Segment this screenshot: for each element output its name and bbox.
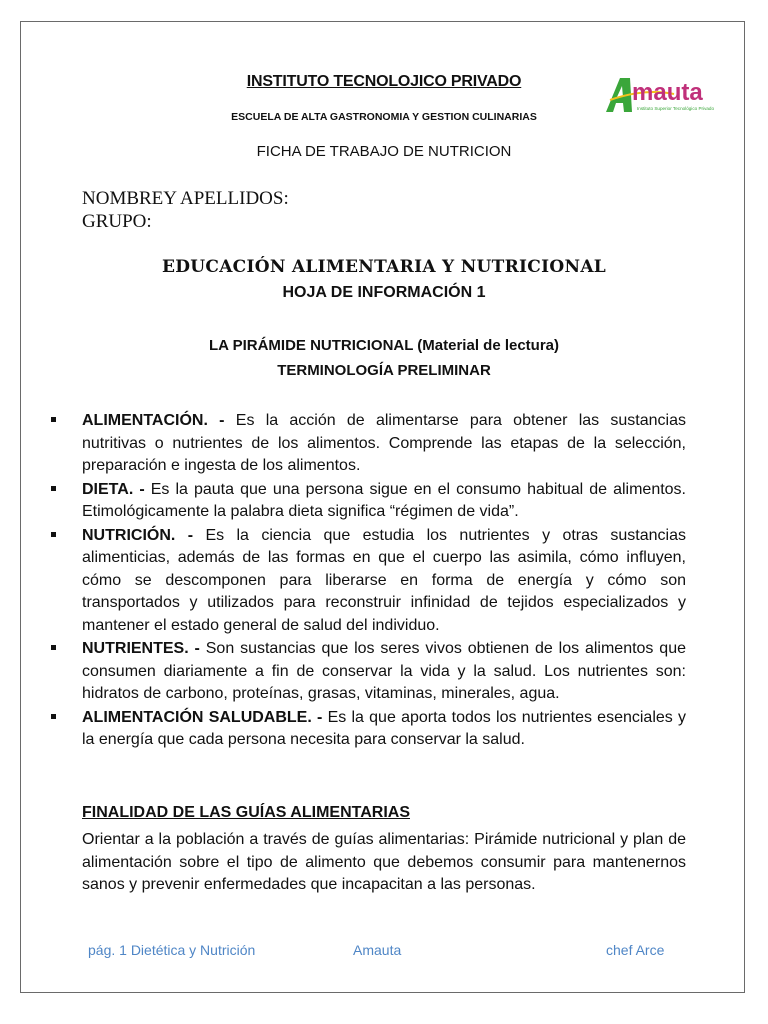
- student-fields: [82, 187, 289, 233]
- group-label: GRUPO:: [82, 211, 152, 232]
- bullet-icon: [51, 417, 56, 422]
- list-item: [48, 707, 686, 752]
- bullet-icon: [51, 714, 56, 719]
- finalidad-paragraph: Orientar a la población a través de guías alimentarias: Pirámide nutricional y plan de alimentación sobre el tipo de alimento que debemos consumir para mantenernos sanos y prevenir enfermedades que incapacitan a las personas.: [82, 831, 686, 893]
- term-definition: Es la que aporta todos los nutrientes esenciales y la energía que cada persona necesita para conservar la salud.: [82, 708, 687, 748]
- footer-page: pág. 1 Dietética y Nutrición: [88, 942, 256, 958]
- term-definition: Es la acción de alimentarse para obtener las sustancias nutritivas o nutrientes de los alimentos. Comprende las etapas de la selección, preparación e ingesta de los alimentos.: [82, 412, 687, 474]
- bullet-icon: [51, 645, 56, 650]
- logo-text: mauta: [632, 79, 703, 106]
- footer-center: Amauta: [353, 942, 402, 958]
- list-item: [48, 638, 686, 706]
- name-label: NOMBREY APELLIDOS:: [82, 188, 289, 209]
- term-definition: Son sustancias que los seres vivos obtienen de los alimentos que consumen diariamente a fin de conservar la vida y la salud. Los nutrientes son: hidratos de carbono, proteínas, grasas, vitaminas, minerales, agua.: [82, 640, 686, 702]
- terminology-subtitle: TERMINOLOGÍA PRELIMINAR: [277, 362, 491, 379]
- sheet-title: HOJA DE INFORMACIÓN 1: [282, 284, 486, 301]
- list-item: [48, 525, 686, 638]
- institute-title: INSTITUTO TECNOLOJICO PRIVADO: [246, 73, 522, 90]
- main-title: EDUCACIÓN ALIMENTARIA Y NUTRICIONAL: [161, 257, 607, 277]
- terms-list: [48, 410, 686, 753]
- logo-tagline: Instituto Superior Tecnológico Privado: [637, 106, 715, 111]
- finalidad-heading: FINALIDAD DE LAS GUÍAS ALIMENTARIAS: [82, 804, 410, 821]
- term-definition: Es la ciencia que estudia los nutrientes y otras sustancias alimenticias, además de las formas en que el cuerpo las asimila, cómo influyen, cómo se descomponen para liberarse en forma de energía y cómo son transportados y utilizados para reconstruir infinidad de tejidos especializados y mantener el estado general de salud del individuo.: [82, 526, 686, 634]
- bullet-icon: [51, 532, 56, 537]
- list-item: [48, 410, 686, 478]
- term-definition: Es la pauta que una persona sigue en el consumo habitual de alimentos. Etimológicamente la palabra dieta significa “régimen de vida”.: [82, 480, 687, 520]
- term-label: DIETA. -: [82, 480, 145, 498]
- term-label: ALIMENTACIÓN. -: [82, 412, 225, 429]
- term-label: ALIMENTACIÓN SALUDABLE. -: [82, 708, 323, 726]
- pyramid-subtitle: LA PIRÁMIDE NUTRICIONAL (Material de lectura): [208, 337, 560, 354]
- amauta-logo: [604, 76, 736, 114]
- bullet-icon: [51, 486, 56, 491]
- school-name: ESCUELA DE ALTA GASTRONOMIA Y GESTION CULINARIAS: [231, 111, 537, 123]
- footer-author: chef Arce: [606, 942, 665, 958]
- worksheet-title: FICHA DE TRABAJO DE NUTRICION: [256, 143, 512, 160]
- list-item: [48, 479, 686, 524]
- term-label: NUTRICIÓN. -: [82, 526, 194, 544]
- term-label: NUTRIENTES. -: [82, 640, 200, 657]
